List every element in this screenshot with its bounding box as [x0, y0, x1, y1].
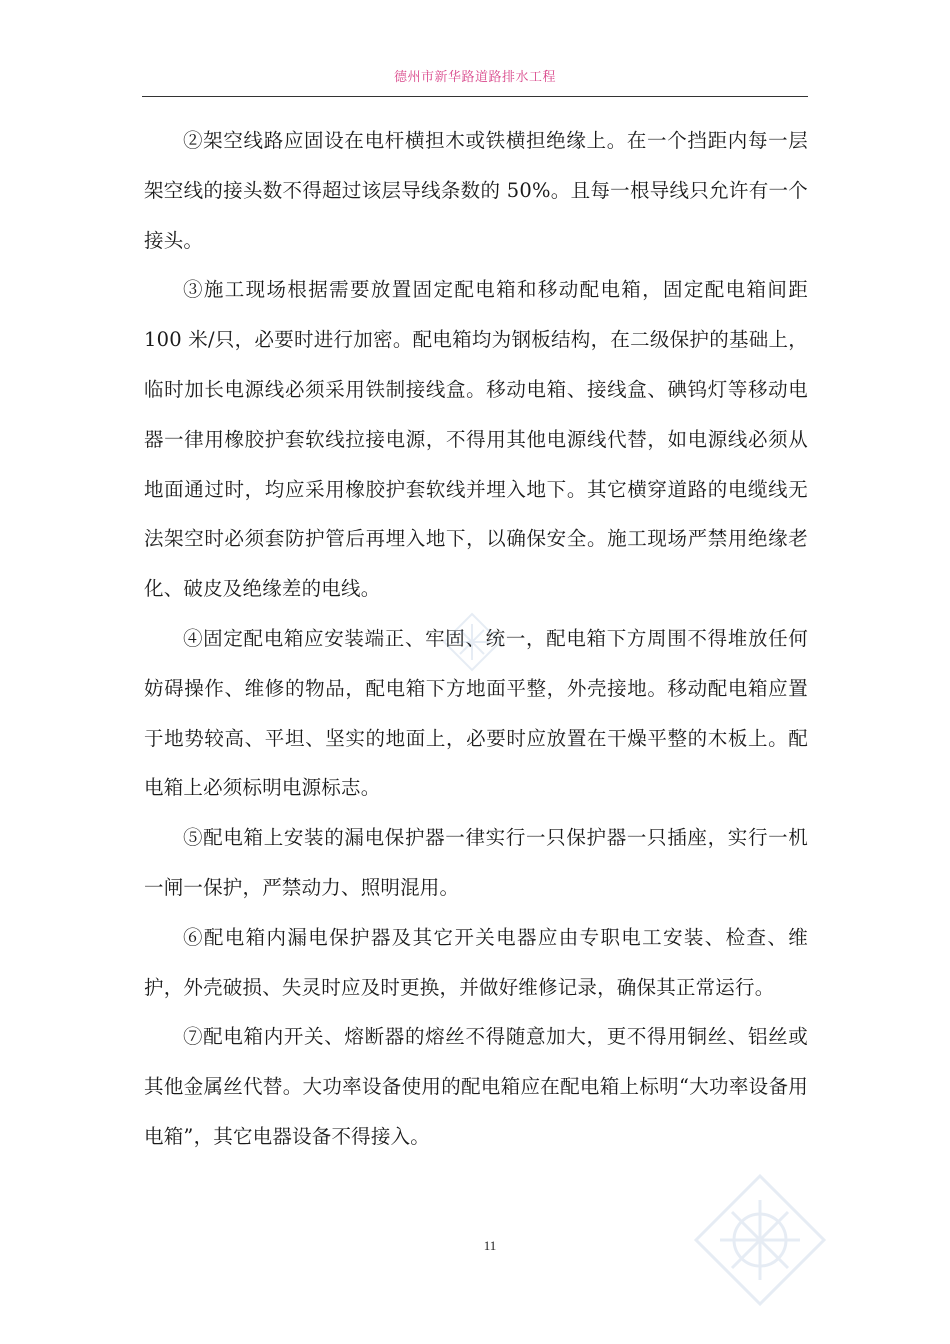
page-number: 11 [483, 1238, 497, 1253]
paragraph-3: ③施工现场根据需要放置固定配电箱和移动配电箱，固定配电箱间距 100 米/只，必要时进行加密。配电箱均为钢板结构，在二级保护的基础上，临时加长电源线必须采用铁制接线盒。移动电箱、接线盒、碘钨灯等移动电器一律用橡胶护套软线拉接电源，不得用其他电源线代替，如电源线必须从地面通过时，均应采用橡胶护套软线并埋入地下。其它横穿道路的电缆线无法架空时必须套防护管后再埋入地下，以确保安全。施工现场严禁用绝缘老化、破皮及绝缘差的电线。 [144, 278, 808, 601]
paragraph-4: ④固定配电箱应安装端正、牢固、统一，配电箱下方周围不得堆放任何妨碍操作、维修的物品，配电箱下方地面平整，外壳接地。移动配电箱应置于地势较高、平坦、坚实的地面上，必要时应放置在干燥平整的木板上。配电箱上必须标明电源标志。 [144, 626, 808, 800]
page-header-title: 德州市新华路道路排水工程 [393, 69, 556, 84]
paragraph-5: ⑤配电箱上安装的漏电保护器一律实行一只保护器一只插座，实行一机一闸一保护，严禁动力、照明混用。 [144, 826, 808, 899]
paragraph-7: ⑦配电箱内开关、熔断器的熔丝不得随意加大，更不得用铜丝、铝丝或其他金属丝代替。大功率设备使用的配电箱应在配电箱上标明“大功率设备用电箱”，其它电器设备不得接入。 [144, 1025, 808, 1148]
paragraph-2: ②架空线路应固设在电杆横担木或铁横担绝缘上。在一个挡距内每一层架空线的接头数不得超过该层导线条数的 50%。且每一根导线只允许有一个接头。 [144, 129, 808, 252]
watermark-emblem-center [440, 610, 504, 674]
paragraph-6: ⑥配电箱内漏电保护器及其它开关电器应由专职电工安装、检查、维护，外壳破损、失灵时应及时更换，并做好维修记录，确保其正常运行。 [144, 925, 808, 999]
header-divider [142, 96, 808, 97]
